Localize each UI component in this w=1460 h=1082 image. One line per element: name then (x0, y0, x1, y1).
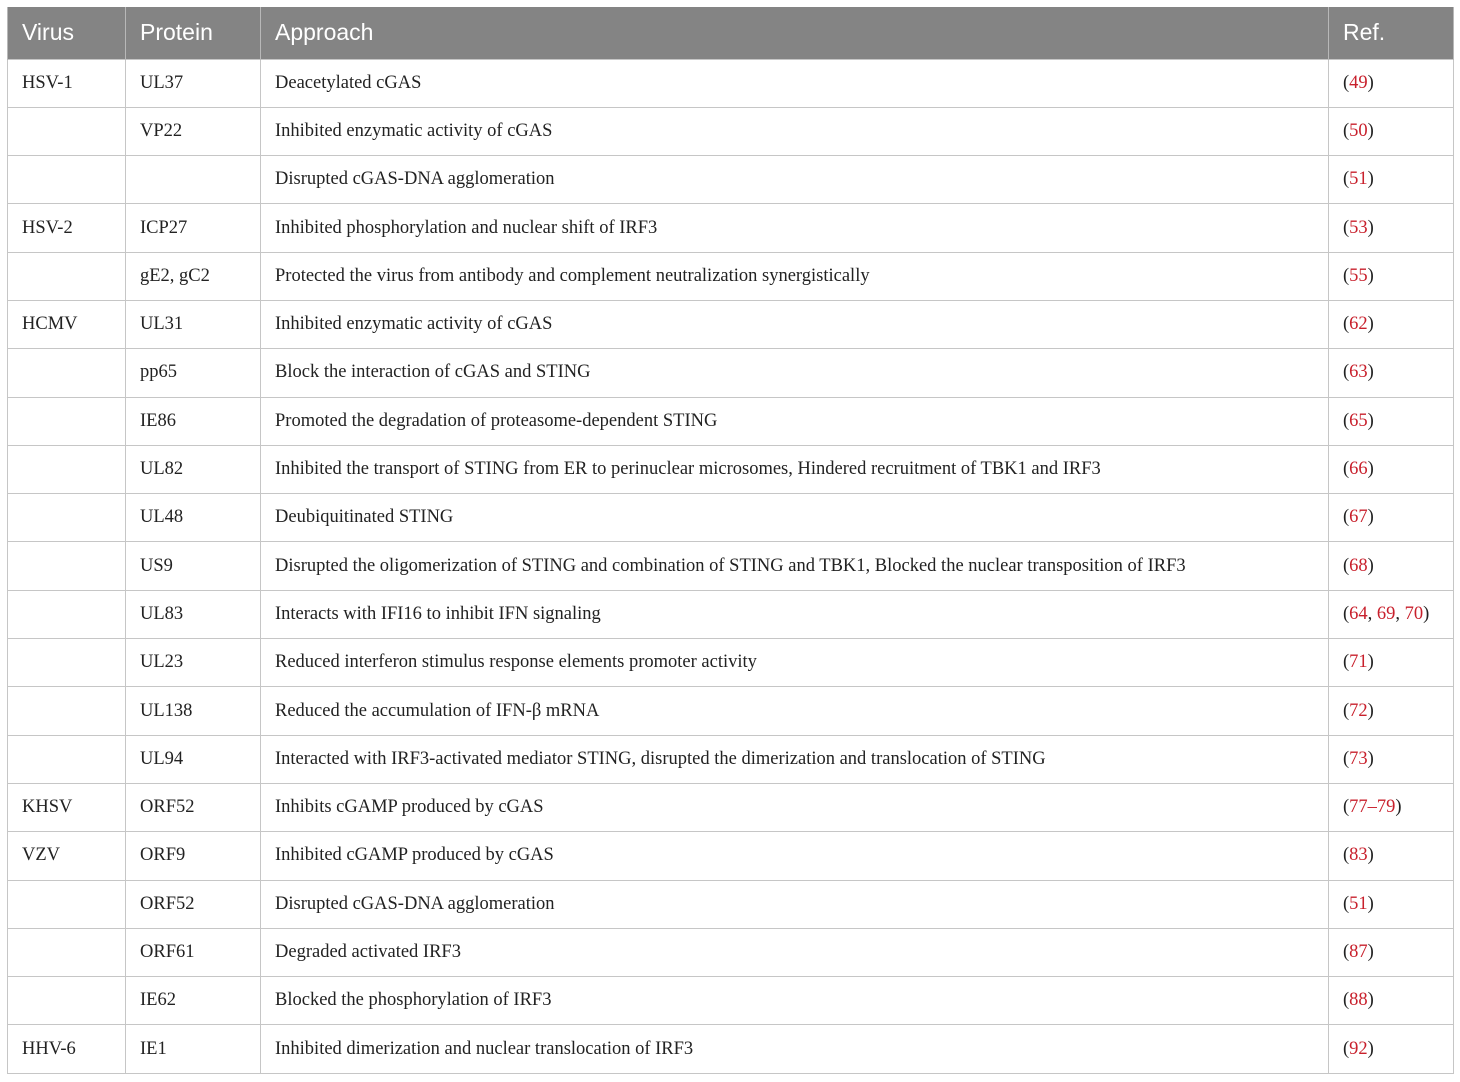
cell-ref (1329, 639, 1454, 687)
ref-open-paren: ( (1343, 120, 1350, 141)
ref-open-paren: ( (1343, 72, 1350, 93)
cell-approach: Inhibited dimerization and nuclear translocation of IRF3 (261, 1025, 1329, 1073)
ref-close-paren: ) (1367, 700, 1374, 721)
cell-approach: Inhibited enzymatic activity of cGAS (261, 107, 1329, 155)
ref-close-paren: ) (1367, 217, 1374, 238)
table-row (8, 204, 1454, 252)
reference-link[interactable]: 67 (1349, 507, 1368, 528)
reference-link[interactable]: 63 (1349, 362, 1368, 383)
cell-virus (8, 349, 126, 397)
ref-close-paren: ) (1367, 941, 1374, 962)
reference-link[interactable]: 77–79 (1349, 797, 1396, 818)
cell-virus (8, 735, 126, 783)
header-virus: Virus (8, 7, 126, 59)
reference-link[interactable]: 64 (1349, 603, 1368, 624)
cell-protein: UL37 (126, 59, 261, 107)
cell-protein: VP22 (126, 107, 261, 155)
reference-link[interactable]: 72 (1349, 700, 1368, 721)
cell-approach: Inhibits cGAMP produced by cGAS (261, 783, 1329, 831)
cell-approach: Disrupted cGAS-DNA agglomeration (261, 156, 1329, 204)
table-row (8, 977, 1454, 1025)
reference-link[interactable]: 69 (1376, 603, 1396, 624)
ref-close-paren: ) (1367, 507, 1374, 528)
cell-protein: gE2, gC2 (126, 252, 261, 300)
ref-open-paren: ( (1343, 700, 1350, 721)
table-header (8, 7, 1454, 59)
cell-virus: HHV-6 (8, 1025, 126, 1073)
virus-protein-table (7, 7, 1454, 1074)
reference-link[interactable]: 73 (1349, 748, 1368, 769)
header-protein: Protein (126, 7, 261, 59)
table-body (8, 59, 1454, 1073)
cell-virus (8, 397, 126, 445)
table-row (8, 928, 1454, 976)
reference-link[interactable]: 55 (1349, 265, 1368, 286)
ref-open-paren: ( (1343, 941, 1350, 962)
cell-protein: ICP27 (126, 204, 261, 252)
cell-ref (1329, 204, 1454, 252)
cell-virus (8, 639, 126, 687)
table-row (8, 349, 1454, 397)
cell-approach: Interacts with IFI16 to inhibit IFN signaling (261, 590, 1329, 638)
ref-close-paren: ) (1367, 120, 1374, 141)
header-approach: Approach (261, 7, 1329, 59)
cell-protein: ORF61 (126, 928, 261, 976)
cell-protein: IE86 (126, 397, 261, 445)
ref-close-paren: ) (1367, 555, 1374, 576)
ref-close-paren: ) (1367, 748, 1374, 769)
cell-protein: US9 (126, 542, 261, 590)
ref-close-paren: ) (1367, 314, 1374, 335)
ref-open-paren: ( (1343, 652, 1350, 673)
cell-ref (1329, 397, 1454, 445)
cell-virus: VZV (8, 832, 126, 880)
cell-approach: Promoted the degradation of proteasome-dependent STING (261, 397, 1329, 445)
ref-open-paren: ( (1343, 893, 1350, 914)
cell-virus (8, 590, 126, 638)
table-row (8, 880, 1454, 928)
cell-virus (8, 542, 126, 590)
ref-open-paren: ( (1343, 748, 1350, 769)
table-row (8, 494, 1454, 542)
reference-link[interactable]: 53 (1349, 217, 1368, 238)
cell-virus: KHSV (8, 783, 126, 831)
ref-open-paren: ( (1343, 507, 1350, 528)
cell-ref (1329, 590, 1454, 638)
cell-approach: Interacted with IRF3-activated mediator STING, disrupted the dimerization and translocation of STING (261, 735, 1329, 783)
ref-close-paren: ) (1367, 893, 1374, 914)
cell-protein: UL23 (126, 639, 261, 687)
cell-ref (1329, 832, 1454, 880)
cell-protein (126, 156, 261, 204)
reference-link[interactable]: 65 (1349, 410, 1368, 431)
ref-close-paren: ) (1423, 603, 1430, 624)
ref-open-paren: ( (1343, 845, 1350, 866)
table-row (8, 107, 1454, 155)
cell-protein: UL94 (126, 735, 261, 783)
ref-open-paren: ( (1343, 265, 1350, 286)
ref-open-paren: ( (1343, 410, 1350, 431)
cell-ref (1329, 445, 1454, 493)
ref-close-paren: ) (1367, 362, 1374, 383)
ref-close-paren: ) (1367, 410, 1374, 431)
cell-approach: Inhibited phosphorylation and nuclear shift of IRF3 (261, 204, 1329, 252)
cell-approach: Disrupted the oligomerization of STING and combination of STING and TBK1, Blocked the nuclear transposition of IRF3 (261, 542, 1329, 590)
ref-close-paren: ) (1367, 990, 1374, 1011)
reference-link[interactable]: 87 (1349, 941, 1368, 962)
cell-protein: ORF52 (126, 880, 261, 928)
ref-close-paren: ) (1367, 459, 1374, 480)
ref-open-paren: ( (1343, 603, 1350, 624)
table-row (8, 59, 1454, 107)
ref-close-paren: ) (1367, 652, 1374, 673)
cell-ref (1329, 107, 1454, 155)
table-row (8, 783, 1454, 831)
reference-link[interactable]: 68 (1349, 555, 1368, 576)
cell-ref (1329, 349, 1454, 397)
cell-protein: UL138 (126, 687, 261, 735)
cell-approach: Deacetylated cGAS (261, 59, 1329, 107)
cell-virus (8, 445, 126, 493)
cell-approach: Inhibited enzymatic activity of cGAS (261, 300, 1329, 348)
cell-approach: Reduced the accumulation of IFN-β mRNA (261, 687, 1329, 735)
cell-ref (1329, 880, 1454, 928)
cell-protein: UL82 (126, 445, 261, 493)
reference-link[interactable]: 92 (1349, 1038, 1368, 1059)
ref-close-paren: ) (1395, 797, 1402, 818)
ref-close-paren: ) (1367, 169, 1374, 190)
ref-open-paren: ( (1343, 459, 1350, 480)
cell-approach: Protected the virus from antibody and complement neutralization synergistically (261, 252, 1329, 300)
table-row (8, 252, 1454, 300)
header-row (8, 7, 1454, 59)
cell-approach: Disrupted cGAS-DNA agglomeration (261, 880, 1329, 928)
cell-ref (1329, 59, 1454, 107)
reference-link[interactable]: 50 (1349, 120, 1368, 141)
ref-open-paren: ( (1343, 1038, 1350, 1059)
ref-separator: , (1395, 603, 1405, 624)
cell-protein: ORF9 (126, 832, 261, 880)
table-row (8, 735, 1454, 783)
reference-link[interactable]: 51 (1349, 893, 1368, 914)
header-ref: Ref. (1329, 7, 1454, 59)
cell-virus (8, 880, 126, 928)
cell-virus (8, 494, 126, 542)
cell-virus (8, 156, 126, 204)
cell-ref (1329, 300, 1454, 348)
cell-virus: HSV-1 (8, 59, 126, 107)
table-row (8, 687, 1454, 735)
table-row (8, 300, 1454, 348)
cell-virus (8, 252, 126, 300)
cell-virus (8, 928, 126, 976)
ref-separator: , (1367, 603, 1377, 624)
cell-protein: UL31 (126, 300, 261, 348)
cell-ref (1329, 977, 1454, 1025)
table-row (8, 397, 1454, 445)
ref-open-paren: ( (1343, 797, 1350, 818)
cell-ref (1329, 494, 1454, 542)
reference-link[interactable]: 49 (1349, 72, 1368, 93)
ref-close-paren: ) (1367, 1038, 1374, 1059)
reference-link[interactable]: 71 (1349, 652, 1368, 673)
cell-approach: Blocked the phosphorylation of IRF3 (261, 977, 1329, 1025)
cell-ref (1329, 735, 1454, 783)
cell-ref (1329, 687, 1454, 735)
cell-ref (1329, 542, 1454, 590)
cell-ref (1329, 783, 1454, 831)
reference-link[interactable]: 62 (1349, 314, 1368, 335)
table-row (8, 832, 1454, 880)
reference-link[interactable]: 70 (1404, 603, 1424, 624)
ref-open-paren: ( (1343, 362, 1350, 383)
cell-virus (8, 687, 126, 735)
cell-protein: ORF52 (126, 783, 261, 831)
cell-ref (1329, 928, 1454, 976)
cell-ref (1329, 156, 1454, 204)
reference-link[interactable]: 83 (1349, 845, 1368, 866)
ref-open-paren: ( (1343, 555, 1350, 576)
ref-close-paren: ) (1367, 72, 1374, 93)
table-row (8, 639, 1454, 687)
cell-approach: Block the interaction of cGAS and STING (261, 349, 1329, 397)
ref-close-paren: ) (1367, 845, 1374, 866)
table-row (8, 590, 1454, 638)
table-row (8, 542, 1454, 590)
cell-protein: pp65 (126, 349, 261, 397)
cell-virus: HCMV (8, 300, 126, 348)
cell-approach: Degraded activated IRF3 (261, 928, 1329, 976)
ref-close-paren: ) (1367, 265, 1374, 286)
cell-protein: IE1 (126, 1025, 261, 1073)
table-row (8, 445, 1454, 493)
table-row (8, 156, 1454, 204)
table-row (8, 1025, 1454, 1073)
cell-protein: IE62 (126, 977, 261, 1025)
reference-link[interactable]: 66 (1349, 459, 1368, 480)
reference-link[interactable]: 51 (1349, 169, 1368, 190)
cell-virus: HSV-2 (8, 204, 126, 252)
cell-virus (8, 107, 126, 155)
cell-approach: Reduced interferon stimulus response elements promoter activity (261, 639, 1329, 687)
cell-approach: Deubiquitinated STING (261, 494, 1329, 542)
ref-open-paren: ( (1343, 217, 1350, 238)
cell-virus (8, 977, 126, 1025)
ref-open-paren: ( (1343, 169, 1350, 190)
ref-open-paren: ( (1343, 314, 1350, 335)
reference-link[interactable]: 88 (1349, 990, 1368, 1011)
cell-ref (1329, 252, 1454, 300)
cell-protein: UL48 (126, 494, 261, 542)
cell-approach: Inhibited the transport of STING from ER to perinuclear microsomes, Hindered recruitment of TBK1 and IRF3 (261, 445, 1329, 493)
cell-protein: UL83 (126, 590, 261, 638)
cell-ref (1329, 1025, 1454, 1073)
ref-open-paren: ( (1343, 990, 1350, 1011)
cell-approach: Inhibited cGAMP produced by cGAS (261, 832, 1329, 880)
